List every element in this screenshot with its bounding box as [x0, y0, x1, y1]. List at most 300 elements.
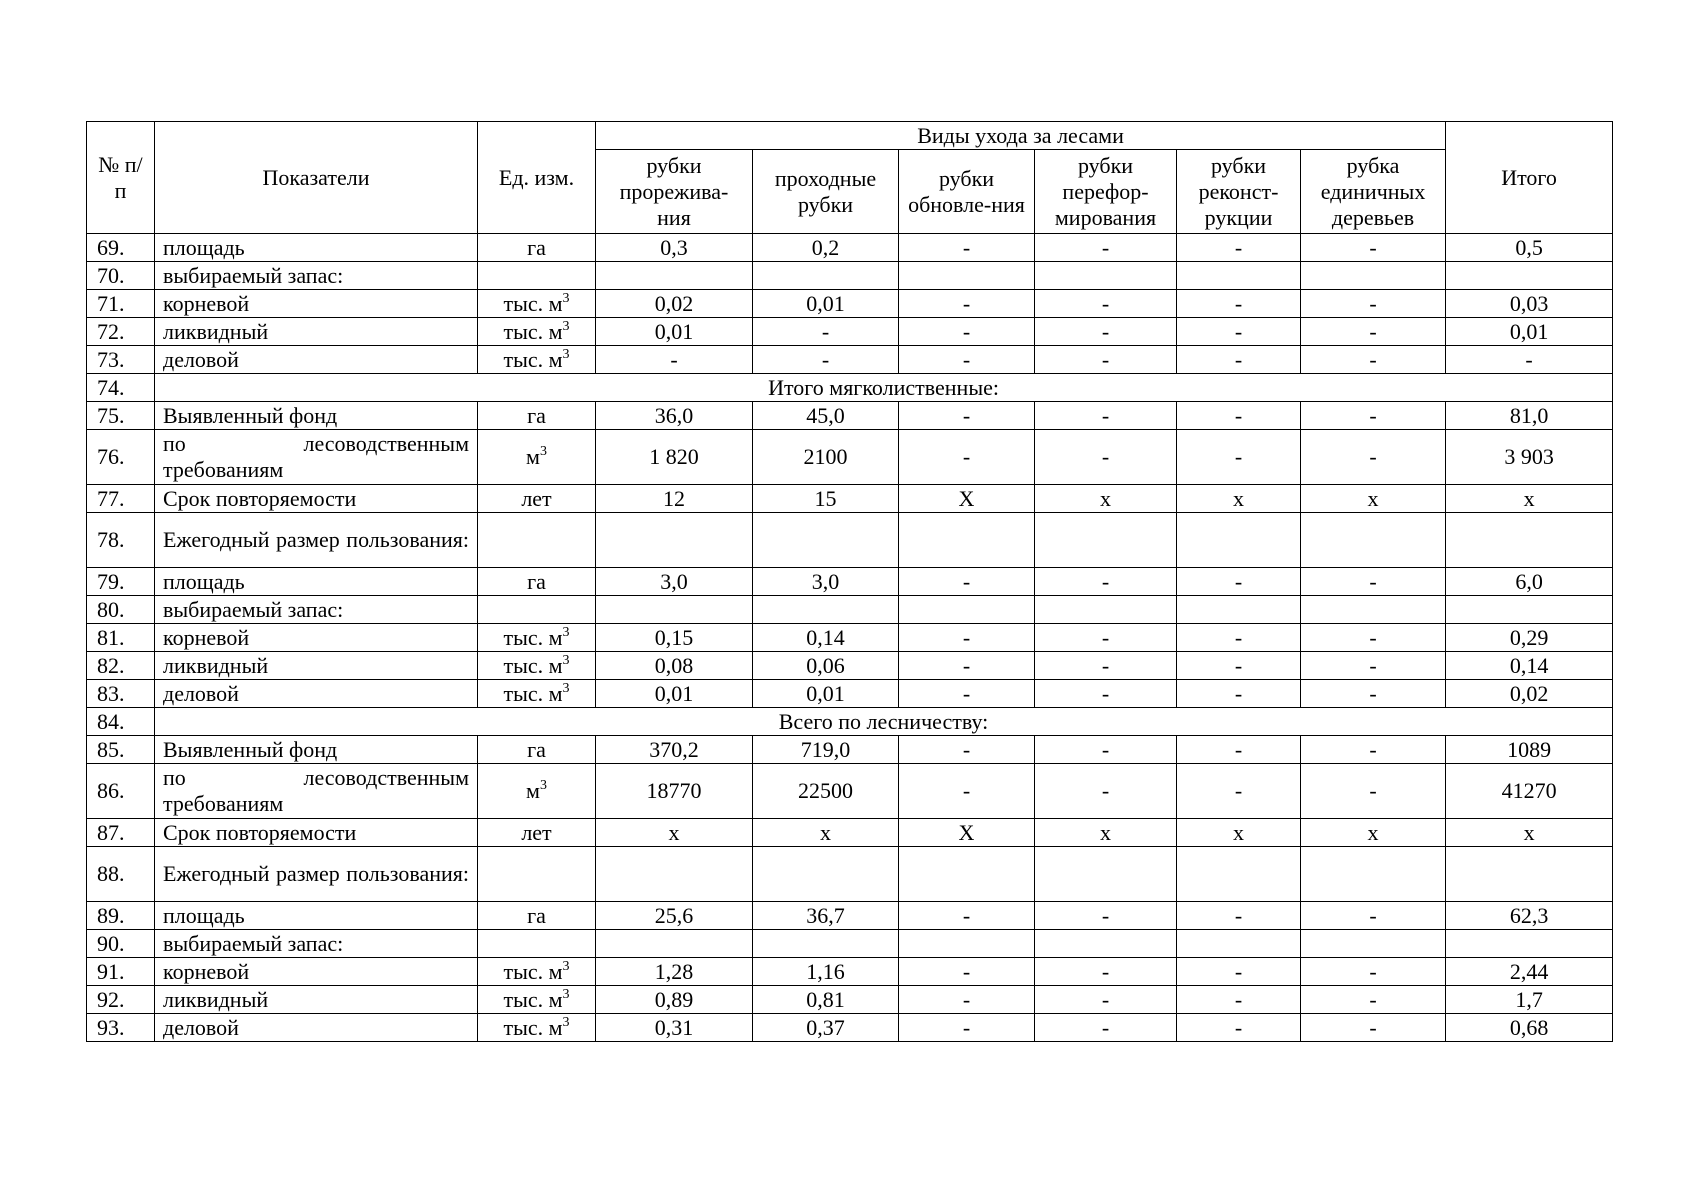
row-number: 77. — [87, 485, 155, 513]
table-row — [87, 234, 1613, 262]
indicator-name: Ежегодный размер пользования: — [155, 847, 478, 902]
value-cell — [899, 930, 1035, 958]
row-number: 70. — [87, 262, 155, 290]
indicator-name: выбираемый запас: — [155, 262, 478, 290]
header-total: Итого — [1446, 122, 1613, 234]
value-cell: - — [1035, 902, 1177, 930]
value-cell: 18770 — [596, 764, 753, 819]
total-cell: 0,29 — [1446, 624, 1613, 652]
value-cell — [753, 930, 899, 958]
value-cell: - — [1301, 430, 1446, 485]
unit-superscript: 3 — [539, 444, 547, 459]
header-col-reconstruction: рубки реконст-рукции — [1177, 150, 1301, 234]
value-cell: - — [899, 736, 1035, 764]
value-cell: - — [1301, 402, 1446, 430]
unit-text: тыс. м — [503, 624, 563, 650]
value-cell: X — [899, 819, 1035, 847]
header-care-types: Виды ухода за лесами — [596, 122, 1446, 150]
indicator-name: Ежегодный размер пользования: — [155, 513, 478, 568]
total-cell: 81,0 — [1446, 402, 1613, 430]
value-cell: - — [899, 430, 1035, 485]
value-cell: x — [1035, 819, 1177, 847]
table-row — [87, 819, 1613, 847]
total-cell: 62,3 — [1446, 902, 1613, 930]
header-col-passage: проходные рубки — [753, 150, 899, 234]
value-cell — [753, 262, 899, 290]
value-cell: 0,37 — [753, 1014, 899, 1042]
total-cell — [1446, 847, 1613, 902]
indicator-name: корневой — [155, 958, 478, 986]
table-row — [87, 624, 1613, 652]
unit-text: тыс. м — [503, 1014, 563, 1040]
row-number: 72. — [87, 318, 155, 346]
value-cell — [899, 847, 1035, 902]
value-cell: 0,01 — [753, 680, 899, 708]
total-cell: x — [1446, 819, 1613, 847]
unit-text: лет — [521, 819, 552, 845]
table-row — [87, 290, 1613, 318]
table-row — [87, 736, 1613, 764]
total-cell: 0,5 — [1446, 234, 1613, 262]
row-number: 75. — [87, 402, 155, 430]
total-cell — [1446, 513, 1613, 568]
value-cell — [1301, 847, 1446, 902]
value-cell: 0,01 — [753, 290, 899, 318]
value-cell: 0,06 — [753, 652, 899, 680]
value-cell — [1177, 513, 1301, 568]
table-header — [87, 122, 1613, 234]
table-row — [87, 680, 1613, 708]
value-cell: - — [899, 624, 1035, 652]
unit-cell — [478, 290, 596, 318]
unit-cell — [478, 930, 596, 958]
value-cell — [596, 930, 753, 958]
value-cell: x — [1301, 819, 1446, 847]
value-cell — [596, 513, 753, 568]
value-cell: - — [1301, 1014, 1446, 1042]
value-cell: 0,08 — [596, 652, 753, 680]
value-cell: 0,31 — [596, 1014, 753, 1042]
indicator-name: площадь — [155, 234, 478, 262]
value-cell: - — [899, 290, 1035, 318]
value-cell: - — [596, 346, 753, 374]
row-number: 81. — [87, 624, 155, 652]
unit-cell — [478, 596, 596, 624]
row-number: 74. — [87, 374, 155, 402]
indicator-name: Срок повторяемости — [155, 819, 478, 847]
unit-cell — [478, 234, 596, 262]
value-cell — [1301, 596, 1446, 624]
value-cell: - — [1035, 680, 1177, 708]
value-cell: - — [1177, 290, 1301, 318]
value-cell — [1177, 596, 1301, 624]
value-cell — [1301, 262, 1446, 290]
value-cell — [1035, 930, 1177, 958]
value-cell: 0,01 — [596, 680, 753, 708]
row-number: 90. — [87, 930, 155, 958]
row-number: 93. — [87, 1014, 155, 1042]
unit-cell — [478, 958, 596, 986]
indicator-name: деловой — [155, 680, 478, 708]
indicator-name: по лесоводственным требованиям — [155, 764, 478, 819]
value-cell: - — [899, 986, 1035, 1014]
value-cell: - — [1177, 318, 1301, 346]
total-cell: 0,02 — [1446, 680, 1613, 708]
unit-superscript: 3 — [562, 624, 570, 640]
value-cell: 2100 — [753, 430, 899, 485]
value-cell: - — [1177, 1014, 1301, 1042]
section-title: Итого мягколиственные: — [155, 374, 1613, 402]
unit-text: тыс. м — [503, 290, 563, 316]
table-row — [87, 847, 1613, 902]
value-cell: - — [1177, 624, 1301, 652]
unit-text: тыс. м — [503, 318, 563, 344]
value-cell — [1301, 513, 1446, 568]
value-cell: - — [1035, 1014, 1177, 1042]
value-cell: - — [1177, 430, 1301, 485]
table-row — [87, 513, 1613, 568]
indicator-name: выбираемый запас: — [155, 596, 478, 624]
value-cell — [596, 596, 753, 624]
value-cell: 0,81 — [753, 986, 899, 1014]
value-cell: 0,02 — [596, 290, 753, 318]
value-cell: - — [1301, 958, 1446, 986]
value-cell: - — [899, 402, 1035, 430]
value-cell: 0,01 — [596, 318, 753, 346]
value-cell: - — [899, 1014, 1035, 1042]
header-indicator: Показатели — [155, 122, 478, 234]
indicator-name: Срок повторяемости — [155, 485, 478, 513]
value-cell: - — [1301, 652, 1446, 680]
value-cell: - — [899, 568, 1035, 596]
value-cell: - — [1177, 234, 1301, 262]
indicator-name: деловой — [155, 346, 478, 374]
value-cell: - — [1035, 624, 1177, 652]
header-number: № п/п — [87, 122, 155, 234]
value-cell: - — [1301, 986, 1446, 1014]
unit-cell — [478, 318, 596, 346]
header-col-renewal: рубки обновле-ния — [899, 150, 1035, 234]
value-cell: - — [1177, 958, 1301, 986]
value-cell: 25,6 — [596, 902, 753, 930]
value-cell: x — [753, 819, 899, 847]
value-cell: - — [1301, 234, 1446, 262]
total-cell: - — [1446, 346, 1613, 374]
row-number: 73. — [87, 346, 155, 374]
value-cell: - — [1035, 568, 1177, 596]
indicator-name: ликвидный — [155, 986, 478, 1014]
indicator-name: по лесоводственным требованиям — [155, 430, 478, 485]
row-number: 91. — [87, 958, 155, 986]
value-cell — [1177, 847, 1301, 902]
table-row — [87, 596, 1613, 624]
indicator-name: Выявленный фонд — [155, 402, 478, 430]
value-cell: 0,14 — [753, 624, 899, 652]
header-col-single-trees: рубка единичных деревьев — [1301, 150, 1446, 234]
value-cell: 0,3 — [596, 234, 753, 262]
unit-cell — [478, 764, 596, 819]
unit-cell — [478, 1014, 596, 1042]
unit-cell — [478, 624, 596, 652]
value-cell — [1035, 513, 1177, 568]
table-row — [87, 958, 1613, 986]
unit-superscript: 3 — [539, 778, 547, 793]
row-number: 82. — [87, 652, 155, 680]
unit-cell — [478, 652, 596, 680]
total-cell: 2,44 — [1446, 958, 1613, 986]
value-cell: 36,7 — [753, 902, 899, 930]
unit-text: м — [526, 778, 540, 803]
indicator-name: корневой — [155, 624, 478, 652]
row-number: 78. — [87, 513, 155, 568]
unit-text: га — [527, 402, 546, 428]
value-cell: - — [1035, 764, 1177, 819]
value-cell: x — [1177, 485, 1301, 513]
row-number: 92. — [87, 986, 155, 1014]
value-cell — [753, 847, 899, 902]
value-cell: - — [1301, 736, 1446, 764]
unit-cell — [478, 736, 596, 764]
value-cell: - — [1035, 652, 1177, 680]
header-col-thinning: рубки прорежива-ния — [596, 150, 753, 234]
unit-text: лет — [521, 485, 552, 511]
total-cell — [1446, 930, 1613, 958]
value-cell — [1035, 596, 1177, 624]
value-cell: - — [899, 902, 1035, 930]
value-cell: - — [1035, 736, 1177, 764]
row-number: 86. — [87, 764, 155, 819]
row-number: 79. — [87, 568, 155, 596]
unit-text: тыс. м — [503, 652, 563, 678]
value-cell: 3,0 — [753, 568, 899, 596]
header-unit: Ед. изм. — [478, 122, 596, 234]
value-cell — [1301, 930, 1446, 958]
row-number: 89. — [87, 902, 155, 930]
row-number: 84. — [87, 708, 155, 736]
table-row — [87, 485, 1613, 513]
value-cell: - — [1035, 346, 1177, 374]
total-cell: 0,14 — [1446, 652, 1613, 680]
value-cell: - — [899, 318, 1035, 346]
value-cell: - — [1177, 986, 1301, 1014]
row-number: 83. — [87, 680, 155, 708]
total-cell: 41270 — [1446, 764, 1613, 819]
value-cell: 0,2 — [753, 234, 899, 262]
value-cell — [1177, 262, 1301, 290]
total-cell: 1089 — [1446, 736, 1613, 764]
unit-superscript: 3 — [562, 652, 570, 668]
value-cell: 22500 — [753, 764, 899, 819]
unit-text: тыс. м — [503, 346, 563, 372]
unit-text: га — [527, 234, 546, 260]
row-number: 76. — [87, 430, 155, 485]
table-row — [87, 652, 1613, 680]
total-cell — [1446, 262, 1613, 290]
unit-cell — [478, 680, 596, 708]
value-cell: - — [899, 764, 1035, 819]
value-cell: - — [1035, 290, 1177, 318]
value-cell: - — [1035, 234, 1177, 262]
value-cell: x — [596, 819, 753, 847]
total-cell: 0,03 — [1446, 290, 1613, 318]
table-row — [87, 374, 1613, 402]
row-number: 71. — [87, 290, 155, 318]
value-cell: - — [1035, 318, 1177, 346]
value-cell: - — [753, 318, 899, 346]
value-cell: - — [899, 958, 1035, 986]
total-cell: 3 903 — [1446, 430, 1613, 485]
value-cell: - — [1035, 430, 1177, 485]
total-cell — [1446, 596, 1613, 624]
row-number: 88. — [87, 847, 155, 902]
value-cell — [899, 262, 1035, 290]
total-cell: 1,7 — [1446, 986, 1613, 1014]
value-cell: 1 820 — [596, 430, 753, 485]
unit-text: га — [527, 902, 546, 928]
value-cell: - — [1301, 624, 1446, 652]
unit-cell — [478, 430, 596, 485]
indicator-name: корневой — [155, 290, 478, 318]
indicator-name: площадь — [155, 902, 478, 930]
value-cell: - — [1301, 764, 1446, 819]
value-cell: - — [899, 234, 1035, 262]
unit-text: м — [526, 444, 540, 469]
unit-superscript: 3 — [562, 958, 570, 974]
value-cell: x — [1035, 485, 1177, 513]
unit-text: га — [527, 568, 546, 594]
value-cell: - — [1301, 318, 1446, 346]
unit-cell — [478, 262, 596, 290]
table-row — [87, 402, 1613, 430]
table-row — [87, 1014, 1613, 1042]
value-cell: 1,16 — [753, 958, 899, 986]
value-cell: - — [1177, 346, 1301, 374]
indicator-name: выбираемый запас: — [155, 930, 478, 958]
value-cell: X — [899, 485, 1035, 513]
value-cell: - — [1301, 290, 1446, 318]
section-title: Всего по лесничеству: — [155, 708, 1613, 736]
value-cell — [596, 847, 753, 902]
total-cell: x — [1446, 485, 1613, 513]
value-cell: 719,0 — [753, 736, 899, 764]
table-body — [87, 234, 1613, 1042]
table-row — [87, 318, 1613, 346]
unit-cell — [478, 847, 596, 902]
value-cell: - — [1301, 680, 1446, 708]
table-row — [87, 764, 1613, 819]
table-row — [87, 930, 1613, 958]
value-cell: - — [1035, 986, 1177, 1014]
value-cell: 0,15 — [596, 624, 753, 652]
value-cell — [1035, 262, 1177, 290]
table-row — [87, 568, 1613, 596]
value-cell: - — [1177, 764, 1301, 819]
indicator-name: площадь — [155, 568, 478, 596]
value-cell — [1177, 930, 1301, 958]
table-row — [87, 430, 1613, 485]
unit-text: тыс. м — [503, 958, 563, 984]
indicator-name: ликвидный — [155, 318, 478, 346]
value-cell — [753, 596, 899, 624]
unit-superscript: 3 — [562, 290, 570, 306]
unit-cell — [478, 902, 596, 930]
value-cell: - — [1301, 346, 1446, 374]
value-cell: - — [899, 680, 1035, 708]
value-cell: - — [1035, 958, 1177, 986]
unit-cell — [478, 986, 596, 1014]
forest-care-table — [86, 121, 1613, 1042]
unit-cell — [478, 402, 596, 430]
unit-superscript: 3 — [562, 1014, 570, 1030]
value-cell: 12 — [596, 485, 753, 513]
value-cell: - — [753, 346, 899, 374]
indicator-name: деловой — [155, 1014, 478, 1042]
unit-cell — [478, 568, 596, 596]
value-cell — [899, 596, 1035, 624]
unit-cell — [478, 346, 596, 374]
unit-text: тыс. м — [503, 680, 563, 706]
value-cell — [596, 262, 753, 290]
table-row — [87, 346, 1613, 374]
value-cell: 36,0 — [596, 402, 753, 430]
row-number: 87. — [87, 819, 155, 847]
value-cell: - — [1301, 568, 1446, 596]
table-row — [87, 262, 1613, 290]
indicator-name: Выявленный фонд — [155, 736, 478, 764]
value-cell: - — [1301, 902, 1446, 930]
indicator-name: ликвидный — [155, 652, 478, 680]
value-cell: - — [899, 652, 1035, 680]
unit-cell — [478, 513, 596, 568]
value-cell: - — [1177, 402, 1301, 430]
value-cell: - — [1035, 402, 1177, 430]
row-number: 85. — [87, 736, 155, 764]
unit-text: га — [527, 736, 546, 762]
table-row — [87, 986, 1613, 1014]
total-cell: 0,68 — [1446, 1014, 1613, 1042]
value-cell: 15 — [753, 485, 899, 513]
unit-superscript: 3 — [562, 986, 570, 1002]
value-cell: 0,89 — [596, 986, 753, 1014]
total-cell: 6,0 — [1446, 568, 1613, 596]
value-cell: - — [1177, 652, 1301, 680]
unit-cell — [478, 485, 596, 513]
total-cell: 0,01 — [1446, 318, 1613, 346]
value-cell: - — [1177, 902, 1301, 930]
unit-superscript: 3 — [562, 346, 570, 362]
value-cell: 3,0 — [596, 568, 753, 596]
header-col-reformation: рубки перефор-мирования — [1035, 150, 1177, 234]
value-cell: - — [1177, 736, 1301, 764]
value-cell: 370,2 — [596, 736, 753, 764]
unit-cell — [478, 819, 596, 847]
unit-text: тыс. м — [503, 986, 563, 1012]
value-cell: - — [1177, 568, 1301, 596]
table-row — [87, 902, 1613, 930]
table-row — [87, 708, 1613, 736]
value-cell: - — [1177, 680, 1301, 708]
row-number: 80. — [87, 596, 155, 624]
value-cell: x — [1301, 485, 1446, 513]
unit-superscript: 3 — [562, 680, 570, 696]
value-cell: x — [1177, 819, 1301, 847]
value-cell: - — [899, 346, 1035, 374]
unit-superscript: 3 — [562, 318, 570, 334]
value-cell — [1035, 847, 1177, 902]
value-cell: 45,0 — [753, 402, 899, 430]
value-cell: 1,28 — [596, 958, 753, 986]
value-cell — [899, 513, 1035, 568]
